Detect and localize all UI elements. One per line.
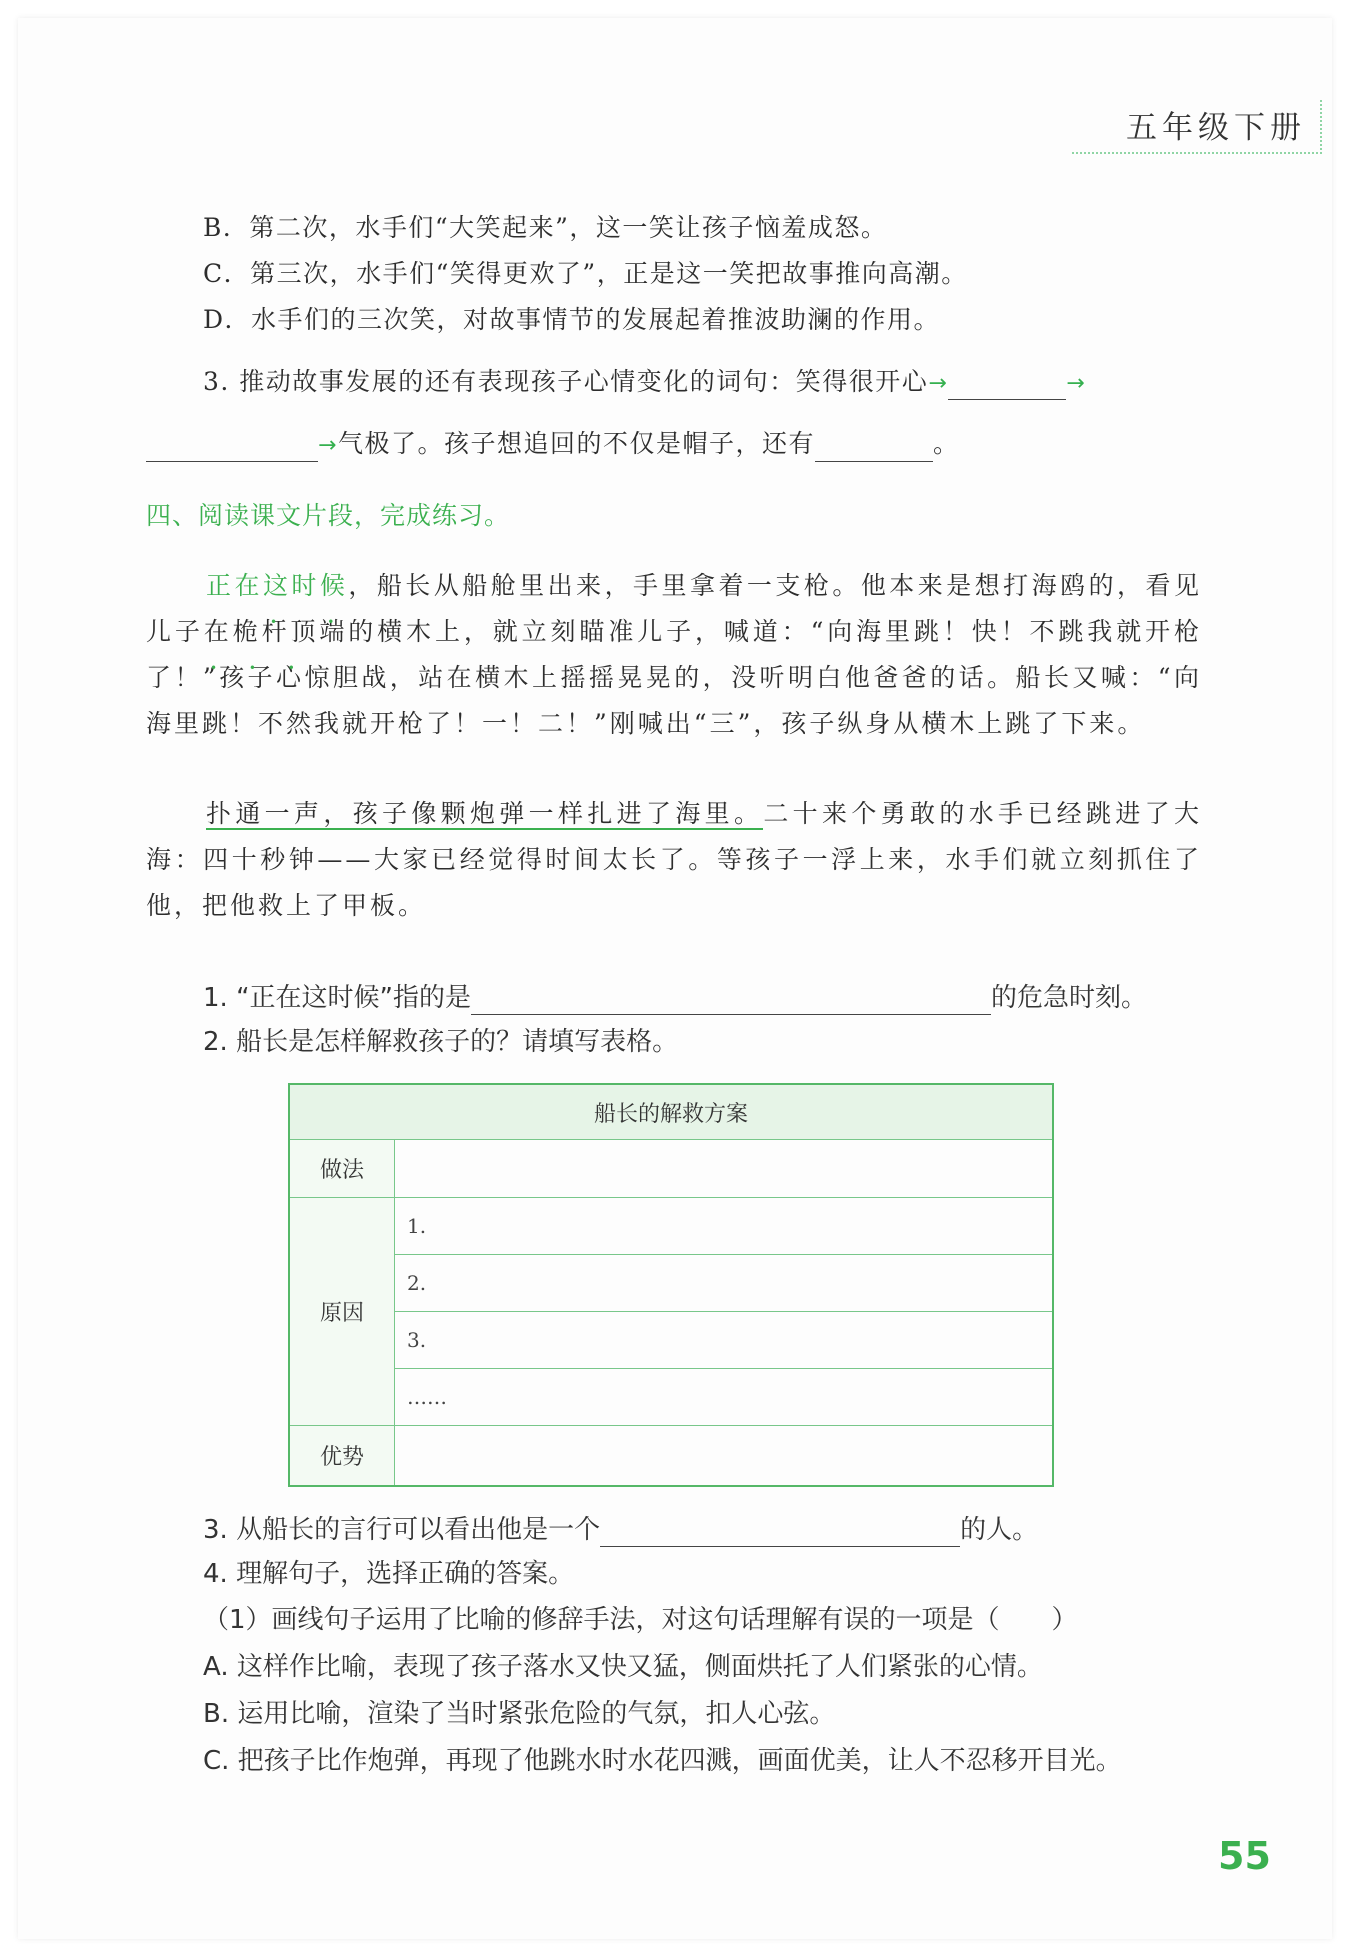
- row-label-method: 做法: [289, 1140, 395, 1198]
- question-1-text: 1. “正在这时候”指的是: [203, 983, 472, 1013]
- grade-label-box: [1072, 100, 1322, 154]
- choice-a[interactable]: A. 这样作比喻，表现了孩子落水又快又猛，侧面烘托了人们紧张的心情。: [203, 1652, 1043, 1682]
- passage-paragraph-2: [146, 791, 1202, 929]
- underlined-sentence: 扑通一声，孩子像颗炮弹一样扎进了海里。: [206, 799, 764, 828]
- page-number: 55: [1218, 1834, 1271, 1878]
- answer-blank[interactable]: [146, 433, 318, 462]
- prev-q3-text-b: 气极了。孩子想追回的不仅是帽子，还有: [337, 429, 815, 458]
- question-1: [203, 981, 1147, 1015]
- reason-cell[interactable]: ……: [395, 1369, 1054, 1426]
- reason-cell[interactable]: 2.: [395, 1255, 1054, 1312]
- question-4-1: （1）画线句子运用了比喻的修辞手法，对这句话理解有误的一项是（ ）: [203, 1605, 1078, 1635]
- reason-cell[interactable]: 1.: [395, 1198, 1054, 1255]
- answer-blank[interactable]: [471, 984, 991, 1015]
- option-c: C．第三次，水手们“笑得更欢了”，正是这一笑把故事推向高潮。: [203, 259, 968, 288]
- prev-q3-text: 3. 推动故事发展的还有表现孩子心情变化的词句：笑得很开心: [203, 367, 929, 396]
- choice-c[interactable]: C. 把孩子比作炮弹，再现了他跳水时水花四溅，画面优美，让人不忍移开目光。: [203, 1746, 1122, 1776]
- prev-question-3: [203, 366, 1086, 400]
- row-label-reason: 原因: [289, 1198, 395, 1426]
- prev-q3-end: 。: [932, 429, 960, 458]
- question-3: [203, 1513, 1038, 1547]
- reason-cell[interactable]: 3.: [395, 1312, 1054, 1369]
- row-label-advantage: 优势: [289, 1426, 395, 1486]
- answer-blank[interactable]: [600, 1516, 960, 1547]
- paragraph-1-text: ，船长从船舱里出来，手里拿着一支枪。他本来是想打海鸥的，看见儿子在桅杆顶端的横木上，就立刻瞄准儿子，喊道：“向海里跳！快！不跳我就开枪了！”孩子心惊胆战，站在横木上摇摇晃晃的，没听明白他爸爸的话。船长又喊：“向海里跳！不然我就开枪了！一！二！”刚喊出“三”，孩子纵身从横木上跳了下来。: [146, 571, 1202, 738]
- question-2: 2. 船长是怎样解救孩子的？请填写表格。: [203, 1027, 679, 1057]
- arrow-icon: →: [318, 433, 338, 458]
- arrow-icon: →: [1066, 371, 1087, 396]
- question-3-text: 3. 从船长的言行可以看出他是一个: [203, 1515, 601, 1545]
- table-title: 船长的解救方案: [289, 1084, 1053, 1140]
- question-3-end: 的人。: [960, 1515, 1039, 1545]
- choice-b[interactable]: B. 运用比喻，渲染了当时紧张危险的气氛，扣人心弦。: [203, 1699, 836, 1729]
- marked-phrase: 正在这时候 • • •: [206, 571, 348, 600]
- question-1-end: 的危急时刻。: [991, 983, 1148, 1013]
- answer-blank[interactable]: [815, 433, 933, 462]
- rescue-plan-table: [288, 1083, 1054, 1487]
- grade-label: 五年级下册: [1126, 110, 1306, 146]
- section-title: 四、阅读课文片段，完成练习。: [146, 501, 511, 530]
- paragraph-2-text: 二十来个勇敢的水手已经跳进了大海：四十秒钟——大家已经觉得时间太长了。等孩子一浮上来，水手们就立刻抓住了他，把他救上了甲板。: [146, 799, 1202, 920]
- option-b: B．第二次，水手们“大笑起来”，这一笑让孩子恼羞成怒。: [203, 213, 888, 242]
- advantage-answer-cell[interactable]: [395, 1426, 1054, 1486]
- prev-question-3-line2: [146, 428, 959, 462]
- method-answer-cell[interactable]: [395, 1140, 1054, 1198]
- option-d: D．水手们的三次笑，对故事情节的发展起着推波助澜的作用。: [203, 305, 941, 334]
- answer-blank[interactable]: [948, 371, 1066, 400]
- question-4: 4. 理解句子，选择正确的答案。: [203, 1559, 575, 1589]
- passage-paragraph-1: [146, 563, 1202, 747]
- arrow-icon: →: [928, 371, 949, 396]
